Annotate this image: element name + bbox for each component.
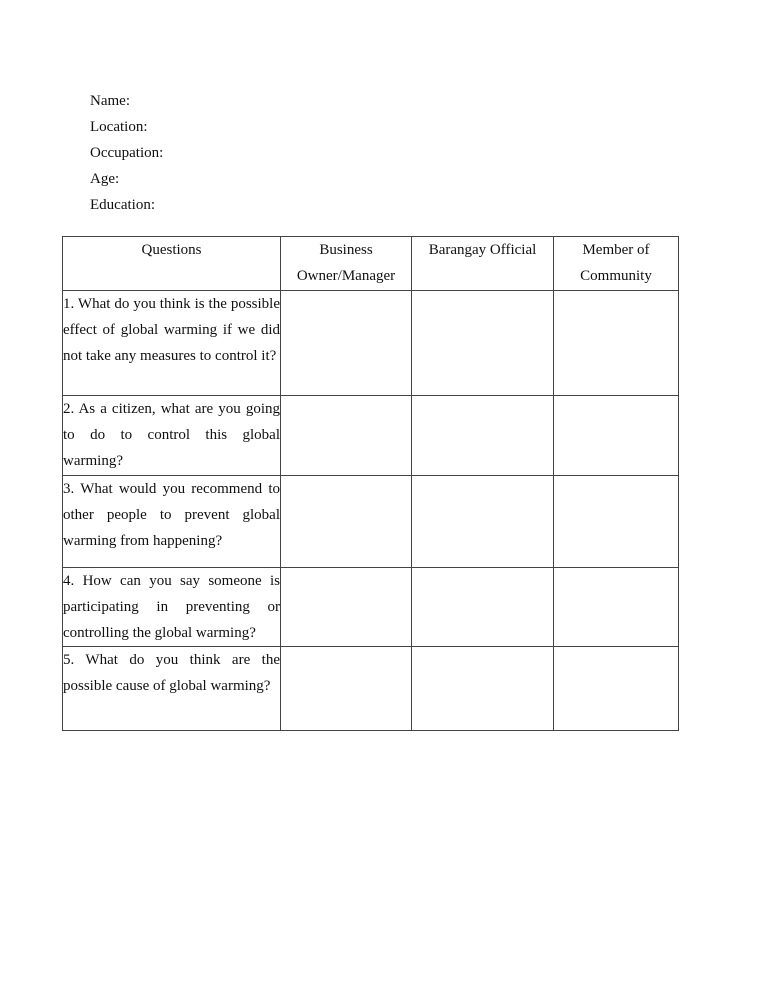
answer-cell-barangay[interactable]	[412, 291, 554, 396]
age-label: Age:	[90, 171, 120, 187]
question-cell: 3. What would you recommend to other people to prevent global warming from happening?	[63, 476, 281, 568]
question-cell: 1. What do you think is the possible effect of global warming if we did not take any measures to control it?	[63, 291, 281, 396]
question-cell: 2. As a citizen, what are you going to do to control this global warming?	[63, 396, 281, 476]
answer-cell-community[interactable]	[554, 291, 679, 396]
answer-cell-barangay[interactable]	[412, 568, 554, 647]
answer-cell-community[interactable]	[554, 476, 679, 568]
answer-cell-barangay[interactable]	[412, 396, 554, 476]
survey-table	[62, 236, 679, 731]
answer-cell-business[interactable]	[281, 568, 412, 647]
answer-cell-community[interactable]	[554, 396, 679, 476]
table-header-row	[63, 237, 679, 291]
table-row	[63, 568, 679, 647]
location-label: Location:	[90, 119, 148, 135]
answer-cell-community[interactable]	[554, 568, 679, 647]
table-row	[63, 476, 679, 568]
answer-cell-barangay[interactable]	[412, 647, 554, 731]
answer-cell-business[interactable]	[281, 647, 412, 731]
education-label: Education:	[90, 197, 155, 213]
header-member-of-community: Member of Community	[554, 237, 679, 291]
answer-cell-business[interactable]	[281, 291, 412, 396]
question-cell: 5. What do you think are the possible cause of global warming?	[63, 647, 281, 731]
name-label: Name:	[90, 93, 130, 109]
answer-cell-business[interactable]	[281, 396, 412, 476]
answer-cell-barangay[interactable]	[412, 476, 554, 568]
answer-cell-community[interactable]	[554, 647, 679, 731]
table-row	[63, 291, 679, 396]
respondent-fields	[90, 88, 163, 218]
header-business-owner: Business Owner/Manager	[281, 237, 412, 291]
header-barangay-official: Barangay Official	[412, 237, 554, 291]
question-cell: 4. How can you say someone is participating in preventing or controlling the global warming?	[63, 568, 281, 647]
occupation-label: Occupation:	[90, 145, 164, 161]
answer-cell-business[interactable]	[281, 476, 412, 568]
header-questions: Questions	[63, 237, 281, 291]
table-row	[63, 396, 679, 476]
table-row	[63, 647, 679, 731]
